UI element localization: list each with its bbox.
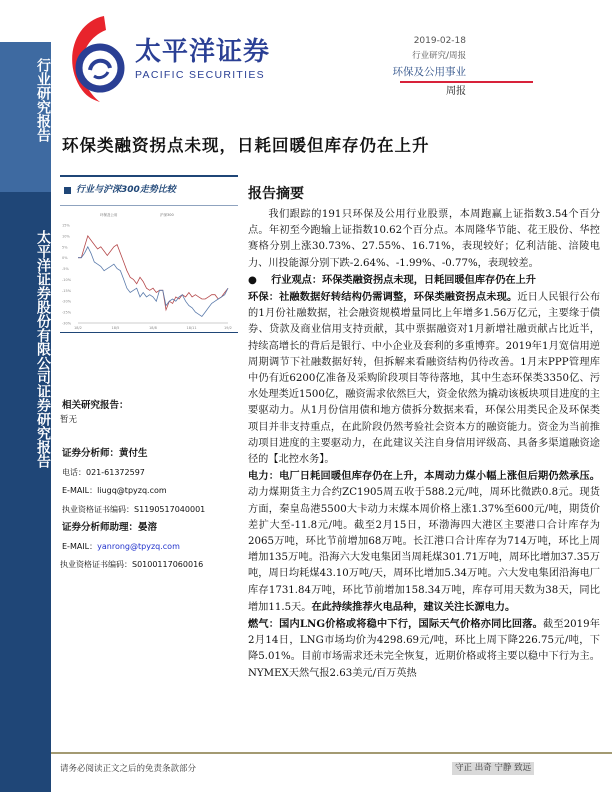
power-text: 动力煤期货主力合约ZC1905周五收于588.2元/吨，周环比微跌0.8元。现货方面，秦皇岛港5500大卡动力末煤本周价格上涨1.37%至600元/吨，期货价差扩大至-11.8元/吨。截至2月15日，环渤海四大港区主要港口合计库存为2065万吨，环比节前增加68万吨。长江港口合计库存为714万吨，环比上周增加135万吨。沿海六大发电集团当周耗煤301.71万吨，周环比增加37.35万吨，周日均耗煤43.10万吨/天，周环比增加5.34万吨。六大发电集团沿海电厂库存1731.84万吨，环比节前增加158.34万吨，库存可用天数为38天，同比增加11.5天。 <box>248 487 600 613</box>
series-line <box>78 247 228 317</box>
x-tick-label: 18/11 <box>186 326 197 330</box>
industry-view-bullet <box>248 272 600 289</box>
analyst-email: E-MAIL：liugq@tpyzq.com <box>62 486 167 495</box>
footer-motto: 守正 出奇 宁静 致远 <box>452 762 534 775</box>
env-text: 近日人民银行公布的1月份社融数据，社会融资规模增量同比上年增多1.56万亿元，主要缘于债券、贷款及商业信用支持贡献，其中票据融资对1月新增社融贡献占比近半，持续高增长的背后是银行、中小企业及套利的多重博弈。2019年1月宽信用逆周期调节下社融数据好转，但拆解来看融资结构仍待改善。1月末PPP管理库中仍有近6200亿准备及采购阶段项目等待落地，其中生态环保类3350亿、污水处理类近1500亿，融资需求依然巨大，资金依然为撬动该板块项目进度的主要驱动力。从1月份信用债和地方债拆分数据来看，环保公用类民企及环保类项目并非支持重点，在此阶段仍然考验社会资本方的融资能力。资金为当前推动项目进度的主要驱动力，在此建议关注自身信用评级高、具备多渠道融资途径的【北控水务】。 <box>248 292 601 466</box>
analyst-name: 证券分析师：黄付生 <box>62 448 148 459</box>
report-date: 2019-02-18 <box>413 36 466 46</box>
y-tick-label: -20% <box>62 299 72 304</box>
y-tick-label: -5% <box>62 267 69 272</box>
y-tick-label: -15% <box>62 288 72 293</box>
logo-en-text: PACIFIC SECURITIES <box>135 69 265 81</box>
square-bullet-icon <box>64 187 71 194</box>
sidebar-company-label: 太平洋证券股份有限公司证券研究报告 <box>35 230 51 468</box>
y-tick-label: -30% <box>62 321 72 326</box>
x-tick-label: 18/2 <box>74 326 82 330</box>
legend-label: 环保及公用 <box>100 213 118 217</box>
chart-divider <box>60 205 238 206</box>
y-tick-label: 5% <box>62 245 68 250</box>
industry-view-text: 行业观点：环保类融资拐点未现，日耗回暖但库存仍在上升 <box>271 273 536 286</box>
power-heading: 电力：电厂日耗回暖但库存仍在上升，本周动力煤小幅上涨但后期仍然承压。 <box>248 470 600 483</box>
report-sector: 环保及公用事业 <box>392 66 466 78</box>
assistant-cert: 执业资格证书编码：S0100117060016 <box>60 560 204 569</box>
y-tick-label: -25% <box>62 310 72 315</box>
footer-disclaimer: 请务必阅读正文之后的免责条款部分 <box>60 764 197 774</box>
env-paragraph <box>248 289 600 468</box>
gas-text: 截至2019年2月14日，LNG市场均价为4298.69元/吨，环比上周下降226.75元/吨，下降5.01%。目前市场需求还未完全恢复，近期价格或将主要以稳中下行为主。 NYMEX天然气报2.63美元/百万英热 <box>248 619 600 679</box>
page-title: 环保类融资拐点未现，日耗回暖但库存仍在上升 <box>62 136 430 155</box>
sidebar-company-band <box>0 192 51 792</box>
sidebar-category-label: 行业研究报告 <box>35 58 51 142</box>
assistant-email-label: E-MAIL： <box>62 541 98 551</box>
summary-paragraph-1: 我们跟踪的191只环保及公用行业股票，本周跑赢上证指数3.54个百分点。年初至今跑输上证指数10.62个百分点。本周隆华节能、花王股份、华控赛格分别上涨30.73%、27.55%、16.71%，表现较好；亿利洁能、涪陵电力、川投能源分别下跌-2.64%、-1.99%、-0.77%，表现较差。 <box>248 209 600 269</box>
series-line <box>78 236 228 310</box>
gas-paragraph <box>248 616 600 682</box>
x-tick-label: 18/5 <box>111 326 120 330</box>
trend-chart <box>60 207 238 333</box>
report-type: 周报 <box>446 86 466 97</box>
x-tick-label: 18/8 <box>149 326 157 330</box>
analyst-cert: 执业资格证书编码：S1190517040001 <box>62 504 206 514</box>
related-value: 暂无 <box>60 415 78 425</box>
assistant-name: 证券分析师助理：晏溶 <box>62 522 158 533</box>
legend-label: 沪深300 <box>160 213 174 217</box>
chart-title: 行业与沪深300走势比较 <box>76 185 176 195</box>
x-tick-label: 19/2 <box>224 326 232 330</box>
y-tick-label: 15% <box>62 223 70 228</box>
sector-underline <box>400 81 533 83</box>
logo-cn-text: 太平洋证券 <box>135 37 271 67</box>
gas-heading: 燃气：国内LNG价格或将稳中下行，国际天气价格亦同比回落。 <box>248 618 543 631</box>
summary-heading: 报告摘要 <box>248 186 304 202</box>
pacific-securities-logo-icon <box>64 12 134 102</box>
sidebar-category-band <box>0 42 51 192</box>
analyst-info <box>62 445 205 575</box>
bullet-icon: ● <box>248 273 272 286</box>
power-paragraph <box>248 468 600 616</box>
trend-chart-box <box>60 175 238 333</box>
analyst-phone: 电话：021-61372597 <box>62 467 145 477</box>
assistant-email-link[interactable]: yanrong@tpyzq.com <box>97 541 180 551</box>
power-recommendation: 在此持续推荐火电品种，建议关注长源电力。 <box>311 600 516 613</box>
env-heading: 环保：社融数据好转结构仍需调整，环保类融资拐点未现。 <box>248 291 518 304</box>
related-reports <box>62 397 129 425</box>
y-tick-label: 0% <box>62 256 68 261</box>
y-tick-label: 10% <box>62 234 70 239</box>
report-category: 行业研究/周报 <box>412 51 466 61</box>
y-tick-label: -10% <box>62 277 72 282</box>
footer-divider <box>51 752 612 754</box>
summary-body <box>248 207 600 682</box>
related-label: 相关研究报告： <box>62 400 129 411</box>
